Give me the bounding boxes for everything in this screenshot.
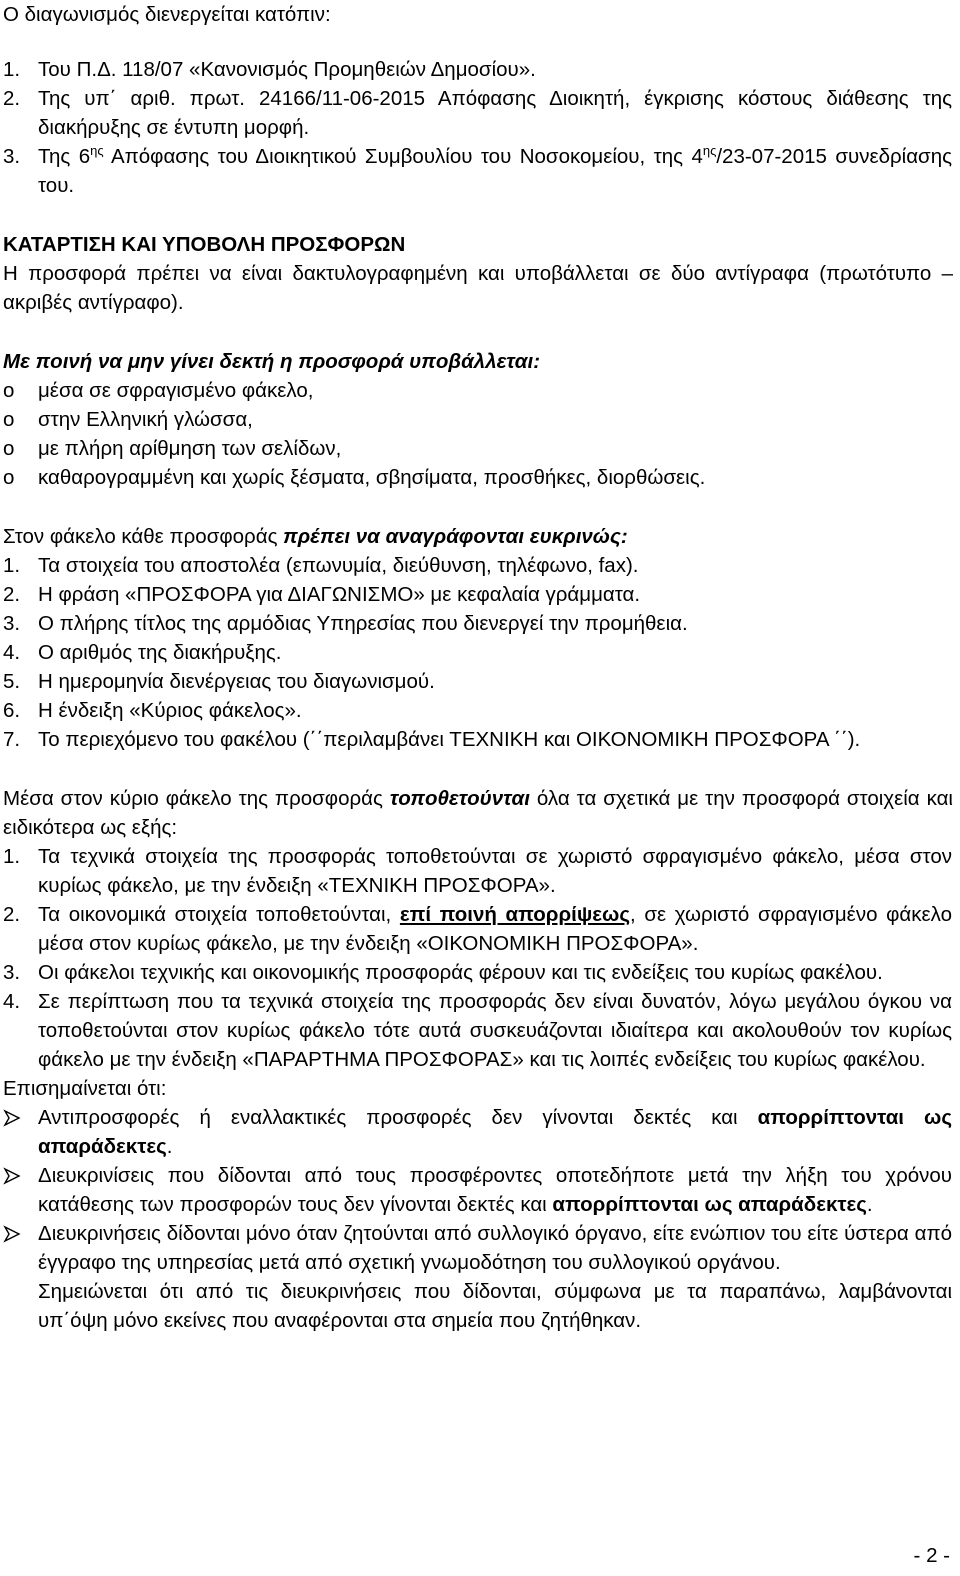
list-item: 2. Η φράση «ΠΡΟΣΦΟΡΑ για ΔΙΑΓΩΝΙΣΜΟ» με κεφαλαία γράμματα. <box>3 583 641 606</box>
list-item: 2. Της υπ΄ αριθ. πρωτ. 24166/11-06-2015 Απόφασης Διοικητή, έγκρισης κόστους διάθεσης της διακήρυξης σε έντυπη μορφή. <box>3 87 952 139</box>
envelope-list <box>0 551 960 754</box>
notes-heading: Επισημαίνεται ότι: <box>3 1077 167 1100</box>
section-body: Η προσφορά πρέπει να είναι δακτυλογραφημένη και υποβάλλεται σε δύο αντίγραφα (πρωτότυπο – ακριβές αντίγραφο). <box>3 262 953 314</box>
list-item: 1. Του Π.Δ. 118/07 «Κανονισμός Προμηθειών Δημοσίου». <box>3 58 536 81</box>
penalty-heading: Με ποινή να μην γίνει δεκτή η προσφορά υποβάλλεται: <box>3 350 541 373</box>
list-item: o μέσα σε σφραγισμένο φάκελο, <box>3 379 314 402</box>
list-item: 3. Οι φάκελοι τεχνικής και οικονομικής προσφοράς φέρουν και τις ενδείξεις του κυρίως φακέλου. <box>3 961 883 984</box>
list-item: Αντιπροσφορές ή εναλλακτικές προσφορές δεν γίνονται δεκτές και απορρίπτονται ως απαράδεκτες. <box>0 1103 960 1161</box>
arrow-bullet-icon <box>3 1103 21 1132</box>
list-item: o καθαρογραμμένη και χωρίς ξέσματα, σβησίματα, προσθήκες, διορθώσεις. <box>3 466 706 489</box>
list-item: o με πλήρη αρίθμηση των σελίδων, <box>3 437 342 460</box>
list-item: 1. Τα στοιχεία του αποστολέα (επωνυμία, διεύθυνση, τηλέφωνο, fax). <box>3 554 639 577</box>
intro-text: Ο διαγωνισμός διενεργείται κατόπιν: <box>3 3 331 26</box>
section-heading: ΚΑΤΑΡΤΙΣΗ ΚΑΙ ΥΠΟΒΟΛΗ ΠΡΟΣΦΟΡΩΝ <box>3 233 406 256</box>
list-item: 3. Της $6^{\eta\varsigma}$ Απόφασης του Διοικητικού Συμβουλίου του Νοσοκομείου, της $4^{\eta\varsigma}/23-07-2015$ συνεδρίασης του. <box>3 143 952 197</box>
closing-note: Σημειώνεται ότι από τις διευκρινήσεις που δίδονται, σύμφωνα με τα παραπάνω, λαμβάνονται υπ΄όψη μόνο εκείνες που αναφέρονται στα σημεία που ζητήθηκαν. <box>38 1280 952 1332</box>
list-item: 2. Τα οικονομικά στοιχεία τοποθετούνται, επί ποινή απορρίψεως, σε χωριστό σφραγισμένο φάκελο μέσα στον κυρίως φάκελο, με την ένδειξη «ΟΙΚΟΝΟΜΙΚΗ ΠΡΟΣΦΟΡΑ». <box>3 903 952 955</box>
list-item: 4. Σε περίπτωση που τα τεχνικά στοιχεία της προσφοράς δεν είναι δυνατόν, λόγω μεγάλου όγκου να τοποθετούνται στον κυρίως φάκελο τότε αυτά συσκευάζονται ιδιαίτερα και ακολουθούν τον κυρίως φάκελο με την ένδειξη «ΠΑΡΑΡΤΗΜΑ ΠΡΟΣΦΟΡΑΣ» και τις λοιπές ενδείξεις του κυρίως φακέλου. <box>3 990 952 1071</box>
penalty-list <box>0 376 960 492</box>
main-envelope-list <box>0 842 960 1074</box>
basis-list <box>0 55 960 200</box>
list-item: 7. Το περιεχόμενο του φακέλου (΄΄περιλαμβάνει ΤΕΧΝΙΚΗ και ΟΙΚΟΝΟΜΙΚΗ ΠΡΟΣΦΟΡΑ ΄΄). <box>3 728 861 751</box>
list-item: o στην Ελληνική γλώσσα, <box>3 408 253 431</box>
list-item: 5. Η ημερομηνία διενέργειας του διαγωνισμού. <box>3 670 435 693</box>
main-envelope-heading: Μέσα στον κύριο φάκελο της προσφοράς τοποθετούνται όλα τα σχετικά με την προσφορά στοιχεία και ειδικότερα ως εξής: <box>3 787 953 839</box>
list-item: 1. Τα τεχνικά στοιχεία της προσφοράς τοποθετούνται σε χωριστό σφραγισμένο φάκελο, μέσα στον κυρίως φάκελο, με την ένδειξη «ΤΕΧΝΙΚΗ ΠΡΟΣΦΟΡΑ». <box>3 845 952 897</box>
arrow-bullet-icon <box>3 1161 21 1190</box>
arrow-bullet-icon <box>3 1219 21 1248</box>
notes-list <box>0 1103 960 1335</box>
envelope-heading: Στον φάκελο κάθε προσφοράς πρέπει να αναγράφονται ευκρινώς: <box>3 525 628 548</box>
list-item: 3. Ο πλήρης τίτλος της αρμόδιας Υπηρεσίας που διενεργεί την προμήθεια. <box>3 612 688 635</box>
list-item: Διευκρινήσεις δίδονται μόνο όταν ζητούνται από συλλογικό όργανο, είτε ενώπιον του είτε ύστερα από έγγραφο της υπηρεσίας μετά από σχετική γνωμοδότηση του συλλογικού οργάνου. <box>0 1219 960 1277</box>
list-item: 6. Η ένδειξη «Κύριος φάκελος». <box>3 699 302 722</box>
page-number: - 2 - <box>913 1544 950 1567</box>
list-item: 4. Ο αριθμός της διακήρυξης. <box>3 641 282 664</box>
list-item: Διευκρινίσεις που δίδονται από τους προσφέροντες οποτεδήποτε μετά την λήξη του χρόνου κατάθεσης των προσφορών τους δεν γίνονται δεκτές και απορρίπτονται ως απαράδεκτες. <box>0 1161 960 1219</box>
